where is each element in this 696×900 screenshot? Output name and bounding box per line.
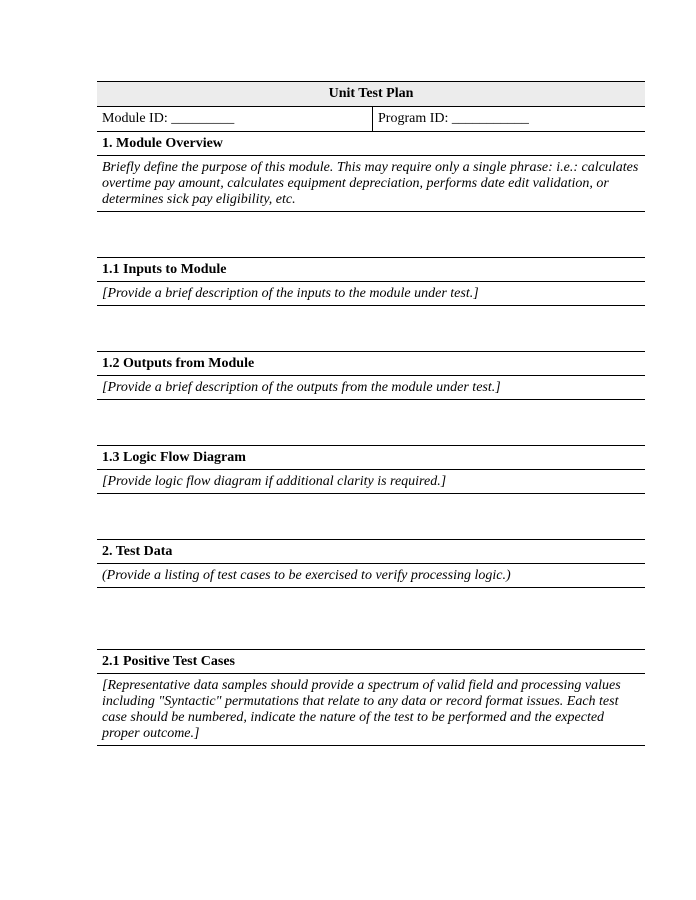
section-body-module-overview: Briefly define the purpose of this module. This may require only a single phrase: i.e.: calculates overtime pay amount, calculates equipment depreciation, performs date edit validation, or determines sick pay eligibility, etc. (97, 156, 645, 212)
section-body-positive-test-cases: [Representative data samples should provide a spectrum of valid field and processing values including "Syntactic" permutations that relate to any data or record format issues. Each test case should be numbered, indicate the nature of the test to be performed and the expected proper outcome.] (97, 674, 645, 746)
section-heading-outputs: 1.2 Outputs from Module (97, 351, 645, 376)
id-row (97, 107, 645, 132)
section-heading-test-data: 2. Test Data (97, 539, 645, 564)
section-heading-logic-flow: 1.3 Logic Flow Diagram (97, 445, 645, 470)
section-body-outputs: [Provide a brief description of the outputs from the module under test.] (97, 376, 645, 400)
section-body-inputs: [Provide a brief description of the inputs to the module under test.] (97, 282, 645, 306)
section-heading-inputs: 1.1 Inputs to Module (97, 257, 645, 282)
form-title: Unit Test Plan (97, 81, 645, 107)
section-body-test-data: (Provide a listing of test cases to be exercised to verify processing logic.) (97, 564, 645, 588)
section-heading-positive-test-cases: 2.1 Positive Test Cases (97, 649, 645, 674)
unit-test-plan-form (97, 81, 645, 746)
section-heading-module-overview: 1. Module Overview (97, 132, 645, 156)
program-id-field: Program ID: ___________ (378, 111, 529, 126)
section-body-logic-flow: [Provide logic flow diagram if additional clarity is required.] (97, 470, 645, 494)
module-id-field: Module ID: _________ (97, 107, 373, 131)
